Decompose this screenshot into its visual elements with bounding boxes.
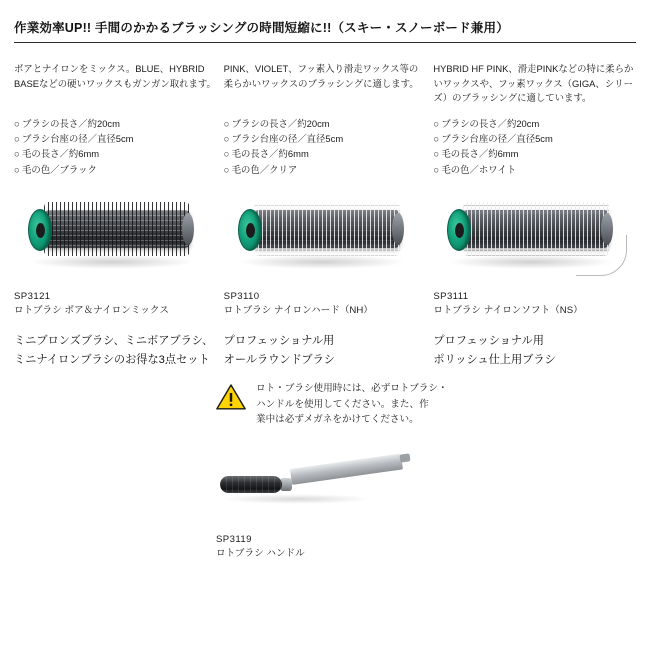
product-code: SP3119: [216, 534, 252, 545]
bullet-circle-icon: ○: [14, 133, 20, 145]
product-photo: [14, 189, 214, 281]
bullet-circle-icon: ○: [223, 163, 230, 175]
bullet-circle-icon: ○: [223, 118, 230, 129]
spec-item: [433, 162, 636, 177]
brush-bristles: [254, 202, 400, 256]
product-description: HYBRID HF PINK、滑走PINKなどの特に柔らかいワックスや、フッ素ワックス（GIGA、シリーズ）のブラッシングに適しています。: [433, 63, 634, 104]
product-name-line1: プロフェッショナル用: [223, 335, 335, 348]
brush-hub-hole: [246, 223, 255, 238]
spec-item: [433, 146, 636, 161]
spec-text: 毛の色／ブラック: [22, 163, 97, 175]
product-card-sp3110: [224, 62, 427, 369]
product-card-sp3119: [216, 452, 456, 561]
spec-text: 毛の色／クリア: [231, 163, 298, 175]
bullet-circle-icon: ○: [14, 163, 20, 175]
spec-text: 毛の長さ／約6mm: [441, 148, 519, 160]
page-title: 作業効率UP!! 手間のかかるブラッシングの時間短縮に!!（スキー・スノーボード兼用）: [14, 21, 509, 35]
spec-item: [433, 131, 636, 146]
brush-bristles: [44, 202, 190, 256]
spec-item: [224, 162, 427, 177]
bullet-circle-icon: ○: [433, 163, 440, 175]
brush-hub-hole: [455, 223, 464, 238]
bullet-circle-icon: ○: [223, 148, 230, 160]
page-header: [0, 18, 650, 43]
brush-end-cap: [182, 213, 194, 245]
bullet-circle-icon: ○: [14, 148, 20, 160]
brush-hub: [238, 209, 262, 251]
product-name: [224, 332, 427, 369]
product-description: PINK、VIOLET、フッ素入り滑走ワックス等の柔らかいワックスのブラッシングに適します。: [223, 63, 419, 89]
product-columns: [0, 62, 650, 369]
warning-text: [256, 381, 448, 428]
brush-hub-hole: [36, 223, 45, 238]
handle-grip-texture: [220, 476, 282, 493]
product-subname: ロトブラシ ナイロンハード（NH）: [223, 304, 373, 316]
brush-hub: [28, 209, 52, 251]
product-name-line2: ミニナイロンブラシのお得な3点セット: [14, 353, 210, 366]
roto-brush-image: [22, 201, 192, 257]
product-photo: [433, 189, 633, 281]
product-name-line2: ポリッシュ仕上用ブラシ: [433, 353, 556, 366]
warning-notice: [216, 381, 476, 428]
product-name: [14, 332, 217, 369]
bullet-circle-icon: ○: [14, 118, 20, 129]
handle-rod-tip: [399, 453, 410, 462]
spec-text: ブラシ台座の径／直径5cm: [231, 133, 344, 145]
spec-item: [14, 131, 217, 146]
bullet-circle-icon: ○: [433, 133, 440, 145]
warning-triangle-icon: [216, 383, 246, 410]
bullet-circle-icon: ○: [433, 148, 440, 160]
bullet-circle-icon: ○: [223, 133, 230, 145]
product-name: [433, 332, 636, 369]
cable-detail: [576, 235, 627, 276]
warning-line-1: ロト・ブラシ使用時には、必ずロトブラシ・: [256, 383, 448, 394]
spec-item: [14, 116, 217, 131]
roto-brush-image: [232, 201, 402, 257]
warning-line-2: ハンドルを使用してください。また、作: [256, 398, 429, 410]
bullet-circle-icon: ○: [433, 118, 440, 129]
product-specs: [433, 116, 636, 177]
product-code: SP3110: [223, 290, 260, 302]
product-photo: [224, 189, 424, 281]
brush-end-cap: [392, 213, 404, 245]
photo-shadow: [222, 494, 372, 504]
product-subname: ロトブラシ ナイロンソフト（NS）: [433, 304, 583, 316]
spec-text: ブラシの長さ／約20cm: [441, 118, 540, 129]
product-card-sp3111: [433, 62, 636, 369]
product-name-line1: プロフェッショナル用: [433, 335, 544, 348]
product-description: ボアとナイロンをミックス。BLUE、HYBRID BASEなどの硬いワックスもガンガン取れます。: [14, 63, 216, 89]
header-divider: [14, 42, 636, 43]
photo-shadow: [28, 255, 196, 269]
spec-item: [224, 146, 427, 161]
spec-item: [14, 146, 217, 161]
spec-text: 毛の色／ホワイト: [441, 163, 517, 175]
spec-item: [433, 116, 636, 131]
product-name-line1: ミニブロンズブラシ、ミニボアブラシ、: [14, 335, 214, 348]
product-specs: [224, 116, 427, 177]
roto-brush-image: [441, 201, 611, 257]
spec-text: ブラシの長さ／約20cm: [231, 118, 330, 129]
spec-text: ブラシ台座の径／直径5cm: [441, 133, 553, 145]
handle-rod: [290, 453, 403, 484]
product-code: SP3111: [433, 290, 469, 302]
spec-text: 毛の長さ／約6mm: [22, 148, 100, 160]
product-specs: [14, 116, 217, 177]
product-code: SP3121: [14, 290, 51, 302]
product-card-sp3121: [14, 62, 217, 369]
handle-photo: [216, 452, 446, 532]
product-subname: ロトブラシ ハンドル: [216, 548, 305, 559]
spec-text: ブラシの長さ／約20cm: [22, 118, 120, 129]
warning-line-3: 業中は必ずメガネをかけてください。: [256, 414, 419, 426]
photo-shadow: [238, 255, 406, 269]
spec-item: [224, 131, 427, 146]
product-subname: ロトブラシ ボア＆ナイロンミックス: [14, 304, 169, 316]
spec-text: ブラシ台座の径／直径5cm: [22, 133, 134, 145]
spec-item: [14, 162, 217, 177]
spec-item: [224, 116, 427, 131]
product-name-line2: オールラウンドブラシ: [223, 353, 335, 366]
spec-text: 毛の長さ／約6mm: [231, 148, 309, 160]
photo-shadow: [447, 255, 615, 269]
